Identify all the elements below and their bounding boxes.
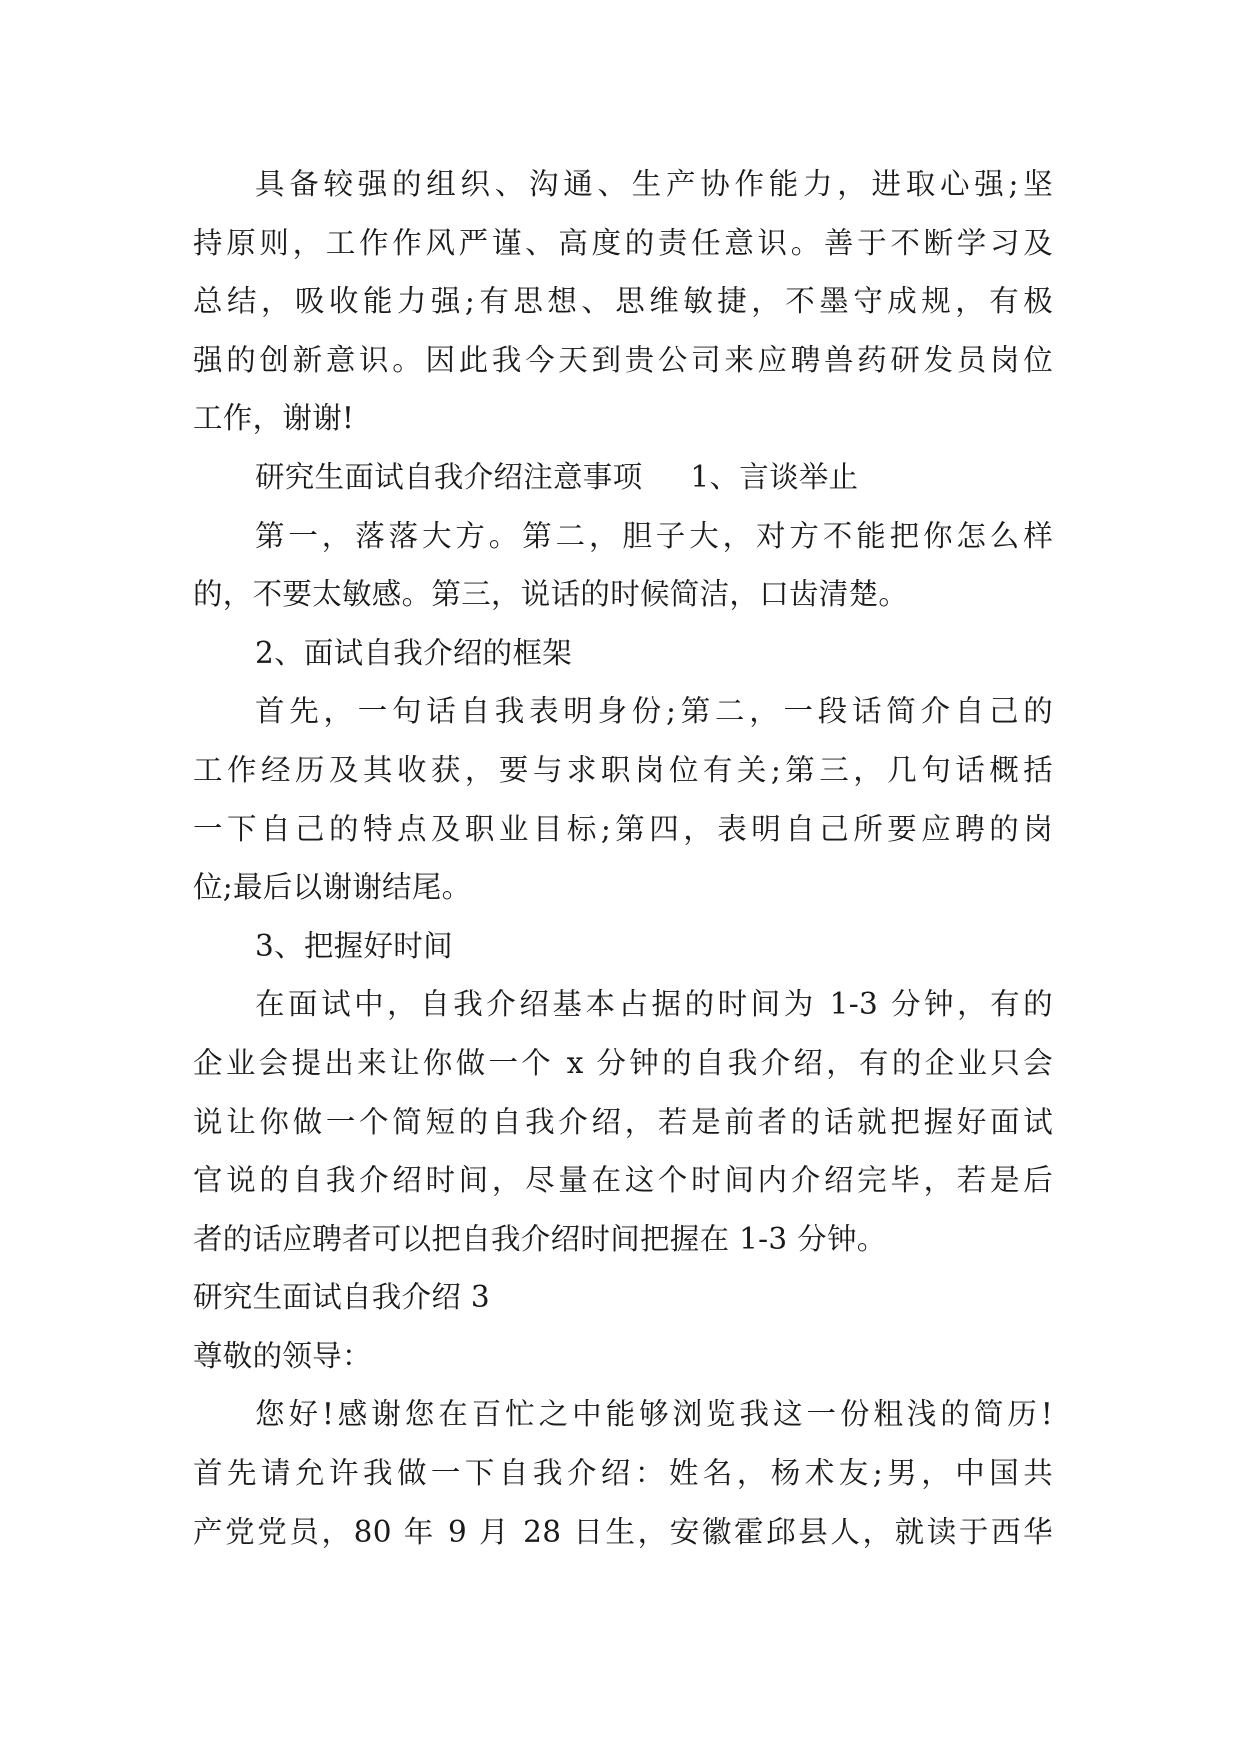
paragraph-line: 具备较强的组织、沟通、生产协作能力，进取心强;坚 [255, 167, 1053, 201]
paragraph-line: 产党党员，80 年 9 月 28 日生，安徽霍邱县人，就读于西华 [193, 1514, 1053, 1549]
paragraph-line: 说让你做一个简短的自我介绍，若是前者的话就把握好面试 [193, 1104, 1053, 1139]
salutation: 尊敬的领导： [193, 1338, 372, 1373]
paragraph-line: 官说的自我介绍时间，尽量在这个时间内介绍完毕，若是后 [193, 1163, 1053, 1198]
paragraph-line: 总结，吸收能力强;有思想、思维敏捷，不墨守成规，有极 [193, 284, 1053, 319]
paragraph-line: 首先，一句话自我表明身份;第二，一段话简介自己的 [255, 694, 1053, 729]
paragraph-line: 持原则，工作作风严谨、高度的责任意识。善于不断学习及 [193, 225, 1053, 260]
notes-title: 研究生面试自我介绍注意事项 [255, 459, 643, 494]
item2-heading: 2、面试自我介绍的框架 [255, 635, 573, 670]
paragraph-line: 第一，落落大方。第二，胆子大，对方不能把你怎么样 [255, 518, 1053, 553]
paragraph-line: 位;最后以谢谢结尾。 [193, 870, 472, 905]
paragraph-line: 者的话应聘者可以把自我介绍时间把握在 1-3 分钟。 [193, 1221, 887, 1256]
paragraph-line: 首先请允许我做一下自我介绍：姓名，杨术友;男，中国共 [193, 1456, 1053, 1491]
paragraph-line: 的，不要太敏感。第三，说话的时候简洁，口齿清楚。 [193, 577, 909, 612]
item1-heading: 1、言谈举止 [690, 459, 859, 494]
paragraph-line: 企业会提出来让你做一个 x 分钟的自我介绍，有的企业只会 [193, 1045, 1053, 1080]
section-title: 研究生面试自我介绍 3 [193, 1280, 490, 1315]
paragraph-line: 强的创新意识。因此我今天到贵公司来应聘兽药研发员岗位 [193, 342, 1053, 377]
notes-title-row [193, 448, 1053, 507]
paragraph-line: 工作，谢谢! [193, 401, 355, 436]
item3-heading: 3、把握好时间 [255, 928, 453, 963]
paragraph-line: 工作经历及其收获，要与求职岗位有关;第三，几句话概括 [193, 752, 1053, 787]
paragraph-line: 在面试中，自我介绍基本占据的时间为 1-3 分钟，有的 [255, 987, 1053, 1022]
document-body [193, 155, 1053, 1561]
paragraph-line: 您好!感谢您在百忙之中能够浏览我这一份粗浅的简历! [255, 1397, 1053, 1432]
paragraph-line: 一下自己的特点及职业目标;第四，表明自己所要应聘的岗 [193, 811, 1053, 846]
